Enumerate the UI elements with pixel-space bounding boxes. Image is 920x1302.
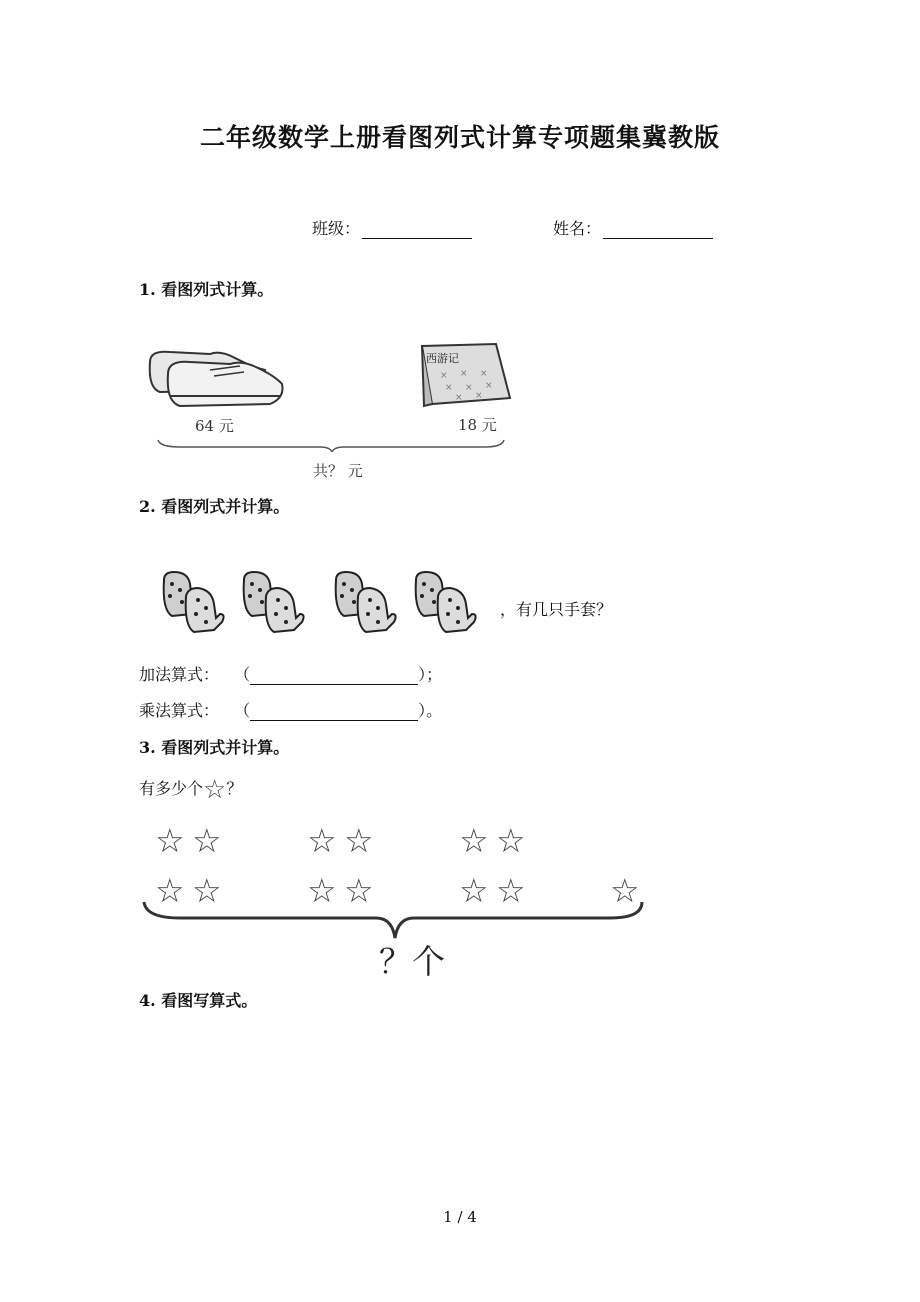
star-icon: ☆: [192, 871, 222, 910]
mul-row: 乘法算式： （ ）。: [139, 701, 443, 720]
class-blank[interactable]: [362, 220, 472, 239]
star-icon: ☆: [496, 821, 526, 860]
mul-answer-blank[interactable]: [250, 704, 418, 721]
page-number: 1 / 4: [443, 1208, 477, 1226]
q1-total: 共？ 元: [313, 462, 363, 480]
class-field: [312, 216, 472, 239]
name-blank[interactable]: [603, 220, 713, 239]
svg-text:×: ×: [445, 383, 453, 393]
star-icon: ☆: [610, 871, 640, 910]
star-icon: ☆: [155, 821, 185, 860]
svg-text:×: ×: [455, 393, 463, 403]
shoe-price: 64 元: [195, 417, 234, 435]
total-brace: [158, 440, 504, 452]
page-title: 二年级数学上册看图列式计算专项题集冀教版: [199, 123, 720, 152]
star-icon: ☆: [307, 871, 337, 910]
q2-title: 2. 看图列式并计算。: [139, 497, 290, 516]
q2-question: ，有几只手套？: [500, 600, 613, 619]
shoe-icon: [150, 352, 283, 406]
mitten-icon: [244, 572, 304, 632]
svg-text:×: ×: [460, 369, 468, 379]
star-icon: ☆: [496, 871, 526, 910]
star-icon: ☆: [203, 775, 227, 805]
add-row: 加法算式： （ ）；: [139, 665, 443, 684]
mul-label: 乘法算式：: [139, 701, 220, 720]
star-icon: ☆: [155, 871, 185, 910]
book-icon: [422, 344, 510, 406]
q4-title: 4. 看图写算式。: [139, 991, 258, 1010]
book-title: 西游记: [426, 352, 459, 365]
star-icon: ☆: [459, 821, 489, 860]
q3-prompt: 有多少个☆？: [139, 775, 243, 805]
add-label: 加法算式：: [139, 665, 220, 684]
q1-figure: [140, 340, 520, 452]
mitten-icon: [336, 572, 396, 632]
star-icon: ☆: [192, 821, 222, 860]
star-icon: ☆: [344, 821, 374, 860]
star-icon: ☆: [307, 821, 337, 860]
q3-total: ？个: [379, 942, 445, 981]
mitten-icon: [164, 572, 224, 632]
q1-title: 1. 看图列式计算。: [139, 280, 274, 299]
star-icon: ☆: [344, 871, 374, 910]
mitten-row: [158, 570, 488, 636]
class-label: 班级：: [312, 219, 361, 238]
name-field: [553, 216, 713, 239]
svg-text:×: ×: [465, 383, 473, 393]
mitten-icon: [416, 572, 476, 632]
q3-title: 3. 看图列式并计算。: [139, 738, 290, 757]
add-answer-blank[interactable]: [250, 668, 418, 685]
svg-text:×: ×: [440, 371, 448, 381]
svg-text:×: ×: [480, 369, 488, 379]
star-icon: ☆: [459, 871, 489, 910]
svg-text:×: ×: [485, 381, 493, 391]
book-price: 18 元: [458, 416, 497, 434]
name-label: 姓名：: [553, 219, 602, 238]
svg-text:×: ×: [475, 391, 483, 401]
